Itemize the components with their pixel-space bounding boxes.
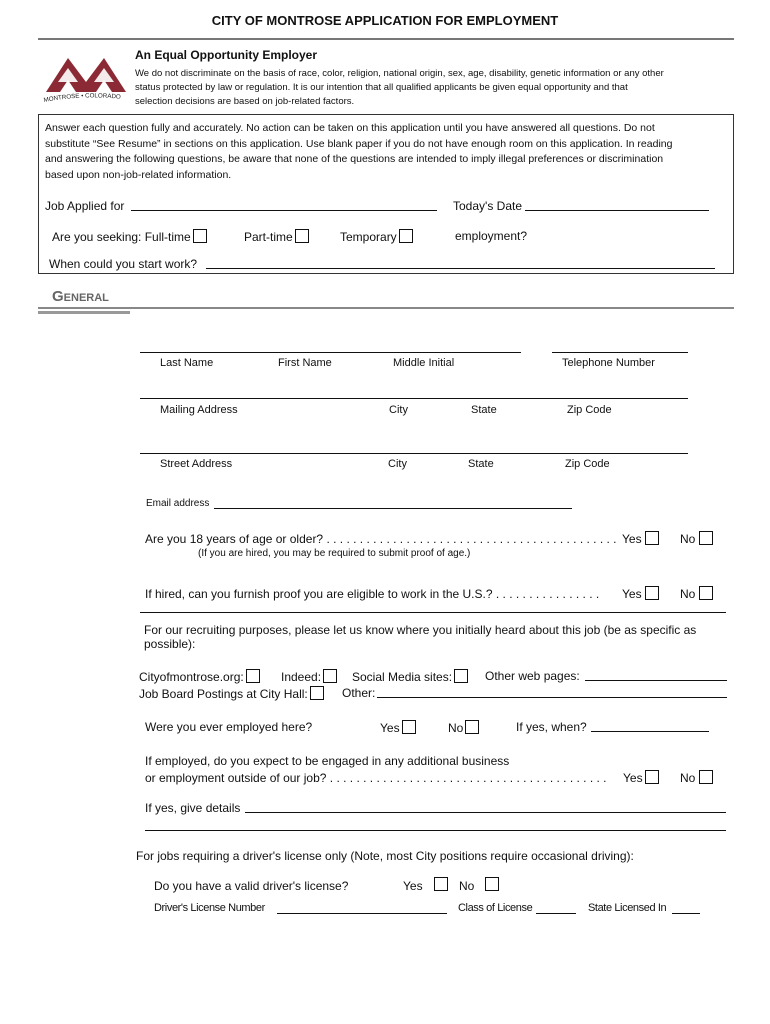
- other-label: Other:: [342, 686, 376, 700]
- job-applied-field[interactable]: [131, 210, 437, 211]
- temporary-checkbox[interactable]: [399, 229, 413, 243]
- city-site-checkbox[interactable]: [246, 669, 260, 683]
- email-field[interactable]: [214, 508, 572, 509]
- license-state-label: State Licensed In: [588, 902, 667, 914]
- section-general-heading: [52, 288, 109, 306]
- eoe-line-2: status protected by law or regulation. It is our intention that all qualified applicants be given equal opportunity and that: [135, 82, 628, 93]
- license-yes-group: [403, 879, 423, 893]
- license-no-label: No: [459, 879, 475, 893]
- job-board-label: Job Board Postings at City Hall:: [139, 687, 308, 701]
- general-rule: [38, 307, 734, 309]
- instructions-line-1: Answer each question fully and accurately. No action can be taken on this application until you have answered all questions. Do not: [45, 122, 655, 134]
- license-intro: For jobs requiring a driver's license only (Note, most City positions require occasional driving):: [136, 849, 634, 863]
- details-field[interactable]: [245, 812, 726, 813]
- general-rule-accent: [38, 311, 130, 314]
- age-yes-checkbox[interactable]: [645, 531, 659, 545]
- svg-text:MONTROSE • COLORADO: MONTROSE • COLORADO: [43, 92, 122, 104]
- mailing-zip-label: Zip Code: [567, 404, 612, 416]
- temporary-label: Temporary: [340, 230, 397, 244]
- mailing-address-field[interactable]: [140, 398, 688, 399]
- license-yes-checkbox[interactable]: [434, 877, 448, 891]
- eligible-question: If hired, can you furnish proof you are eligible to work in the U.S.? . . . . . . . . . . . . . . . .: [145, 587, 600, 601]
- additional-yes-label: Yes: [623, 771, 643, 785]
- start-work-label: When could you start work?: [49, 257, 198, 271]
- license-class-label: Class of License: [458, 902, 533, 914]
- details-field-2[interactable]: [145, 830, 726, 831]
- employed-yes-group: [380, 720, 416, 735]
- indeed-label: Indeed:: [281, 670, 322, 684]
- last-name-label: Last Name: [160, 357, 214, 369]
- age-note: (If you are hired, you may be required to submit proof of age.): [198, 548, 471, 559]
- license-number-field[interactable]: [277, 913, 447, 914]
- street-city-label: City: [388, 458, 407, 470]
- social-group: [352, 669, 468, 684]
- job-board-checkbox[interactable]: [310, 686, 324, 700]
- additional-line-2: or employment outside of our job? . . . . . . . . . . . . . . . . . . . . . . . . . . . . . . . . . . . . . . . . . .: [145, 771, 607, 785]
- employed-yes-checkbox[interactable]: [402, 720, 416, 734]
- telephone-field[interactable]: [552, 352, 688, 353]
- mailing-address-label: Mailing Address: [160, 404, 238, 416]
- social-media-checkbox[interactable]: [454, 669, 468, 683]
- job-applied-label: Job Applied for: [45, 199, 125, 213]
- mailing-city-label: City: [389, 404, 408, 416]
- eligible-yes-checkbox[interactable]: [645, 586, 659, 600]
- instructions-line-4: based upon non-job-related information.: [45, 168, 232, 181]
- employed-when-field[interactable]: [591, 731, 709, 732]
- indeed-group: [281, 669, 337, 684]
- additional-no-label: No: [680, 771, 696, 785]
- page-title: CITY OF MONTROSE APPLICATION FOR EMPLOYMENT: [211, 13, 559, 28]
- license-question: Do you have a valid driver's license?: [154, 879, 349, 893]
- employed-no-checkbox[interactable]: [465, 720, 479, 734]
- employed-no-label: No: [448, 721, 464, 735]
- logo-text-bottom: COLORADO: [85, 92, 122, 101]
- eligible-no-label: No: [680, 587, 696, 601]
- section-general-initial: G: [52, 288, 64, 305]
- street-address-field[interactable]: [140, 453, 688, 454]
- eligible-yes-label: Yes: [622, 587, 642, 601]
- eligible-no-checkbox[interactable]: [699, 586, 713, 600]
- telephone-label: Telephone Number: [562, 357, 655, 369]
- fulltime-checkbox[interactable]: [193, 229, 207, 243]
- employed-no-group: [448, 720, 479, 735]
- todays-date-label: Today's Date: [453, 199, 522, 213]
- license-state-field[interactable]: [672, 913, 700, 914]
- social-media-label: Social Media sites:: [352, 670, 453, 684]
- license-class-field[interactable]: [536, 913, 576, 914]
- license-number-label: Driver's License Number: [154, 902, 265, 914]
- todays-date-field[interactable]: [525, 210, 709, 211]
- instructions-text: [45, 121, 672, 183]
- section-general-rest: ENERAL: [63, 292, 109, 304]
- parttime-group: [244, 229, 309, 244]
- additional-yes-checkbox[interactable]: [645, 770, 659, 784]
- street-address-label: Street Address: [160, 458, 233, 470]
- license-no-checkbox[interactable]: [485, 877, 499, 891]
- seeking-fulltime-label: Are you seeking: Full-time: [52, 230, 191, 244]
- age-no-label: No: [680, 532, 696, 546]
- first-name-label: First Name: [278, 357, 332, 369]
- job-board-group: [139, 686, 324, 701]
- eoe-line-3: selection decisions are based on job-related factors.: [135, 96, 355, 107]
- license-yes-label: Yes: [403, 879, 423, 893]
- city-site-label: Cityofmontrose.org:: [139, 670, 244, 684]
- title-rule: [38, 38, 734, 40]
- parttime-label: Part-time: [244, 230, 293, 244]
- details-label: If yes, give details: [145, 801, 241, 815]
- employment-label: employment?: [455, 229, 528, 243]
- city-logo: [40, 52, 132, 110]
- recruit-line-2: possible):: [144, 637, 196, 651]
- other-web-label: Other web pages:: [485, 669, 580, 683]
- parttime-checkbox[interactable]: [295, 229, 309, 243]
- additional-line-1: If employed, do you expect to be engaged in any additional business: [145, 754, 510, 768]
- instructions-line-2: substitute “See Resume” in sections on this application. Use blank paper if you do not have enough room on this application. In reading: [45, 137, 673, 150]
- additional-no-checkbox[interactable]: [699, 770, 713, 784]
- eoe-heading: An Equal Opportunity Employer: [135, 48, 318, 62]
- name-field[interactable]: [140, 352, 521, 353]
- instructions-line-3: and answering the following questions, be aware that none of the questions are intended to imply illegal preferences or discrimination: [45, 153, 664, 165]
- seeking-label: [52, 229, 207, 244]
- age-no-checkbox[interactable]: [699, 531, 713, 545]
- employed-yes-label: Yes: [380, 721, 400, 735]
- email-label: Email address: [146, 498, 210, 509]
- age-yes-label: Yes: [622, 532, 642, 546]
- employed-when-label: If yes, when?: [516, 720, 587, 734]
- other-field[interactable]: [377, 697, 727, 698]
- logo-text-top: MONTROSE: [43, 92, 80, 104]
- employed-question: Were you ever employed here?: [145, 720, 313, 734]
- recruit-row-1: [139, 669, 260, 684]
- start-work-field[interactable]: [206, 268, 715, 269]
- street-state-label: State: [468, 458, 494, 470]
- other-web-field[interactable]: [585, 680, 727, 681]
- middle-initial-label: Middle Initial: [393, 357, 455, 369]
- temporary-group: [340, 229, 413, 244]
- age-question: Are you 18 years of age or older? . . . . . . . . . . . . . . . . . . . . . . . . . . . . . . . . . . . . . . . . . . . .: [145, 532, 617, 546]
- eoe-line-1: We do not discriminate on the basis of race, color, religion, national origin, sex, age, disability, genetic information or any other: [135, 68, 664, 79]
- mailing-state-label: State: [471, 404, 497, 416]
- recruit-rule: [140, 612, 726, 613]
- license-no-group: [459, 879, 474, 893]
- recruit-line-1: For our recruiting purposes, please let us know where you initially heard about this job (be as specific as: [144, 623, 697, 637]
- street-zip-label: Zip Code: [565, 458, 610, 470]
- indeed-checkbox[interactable]: [323, 669, 337, 683]
